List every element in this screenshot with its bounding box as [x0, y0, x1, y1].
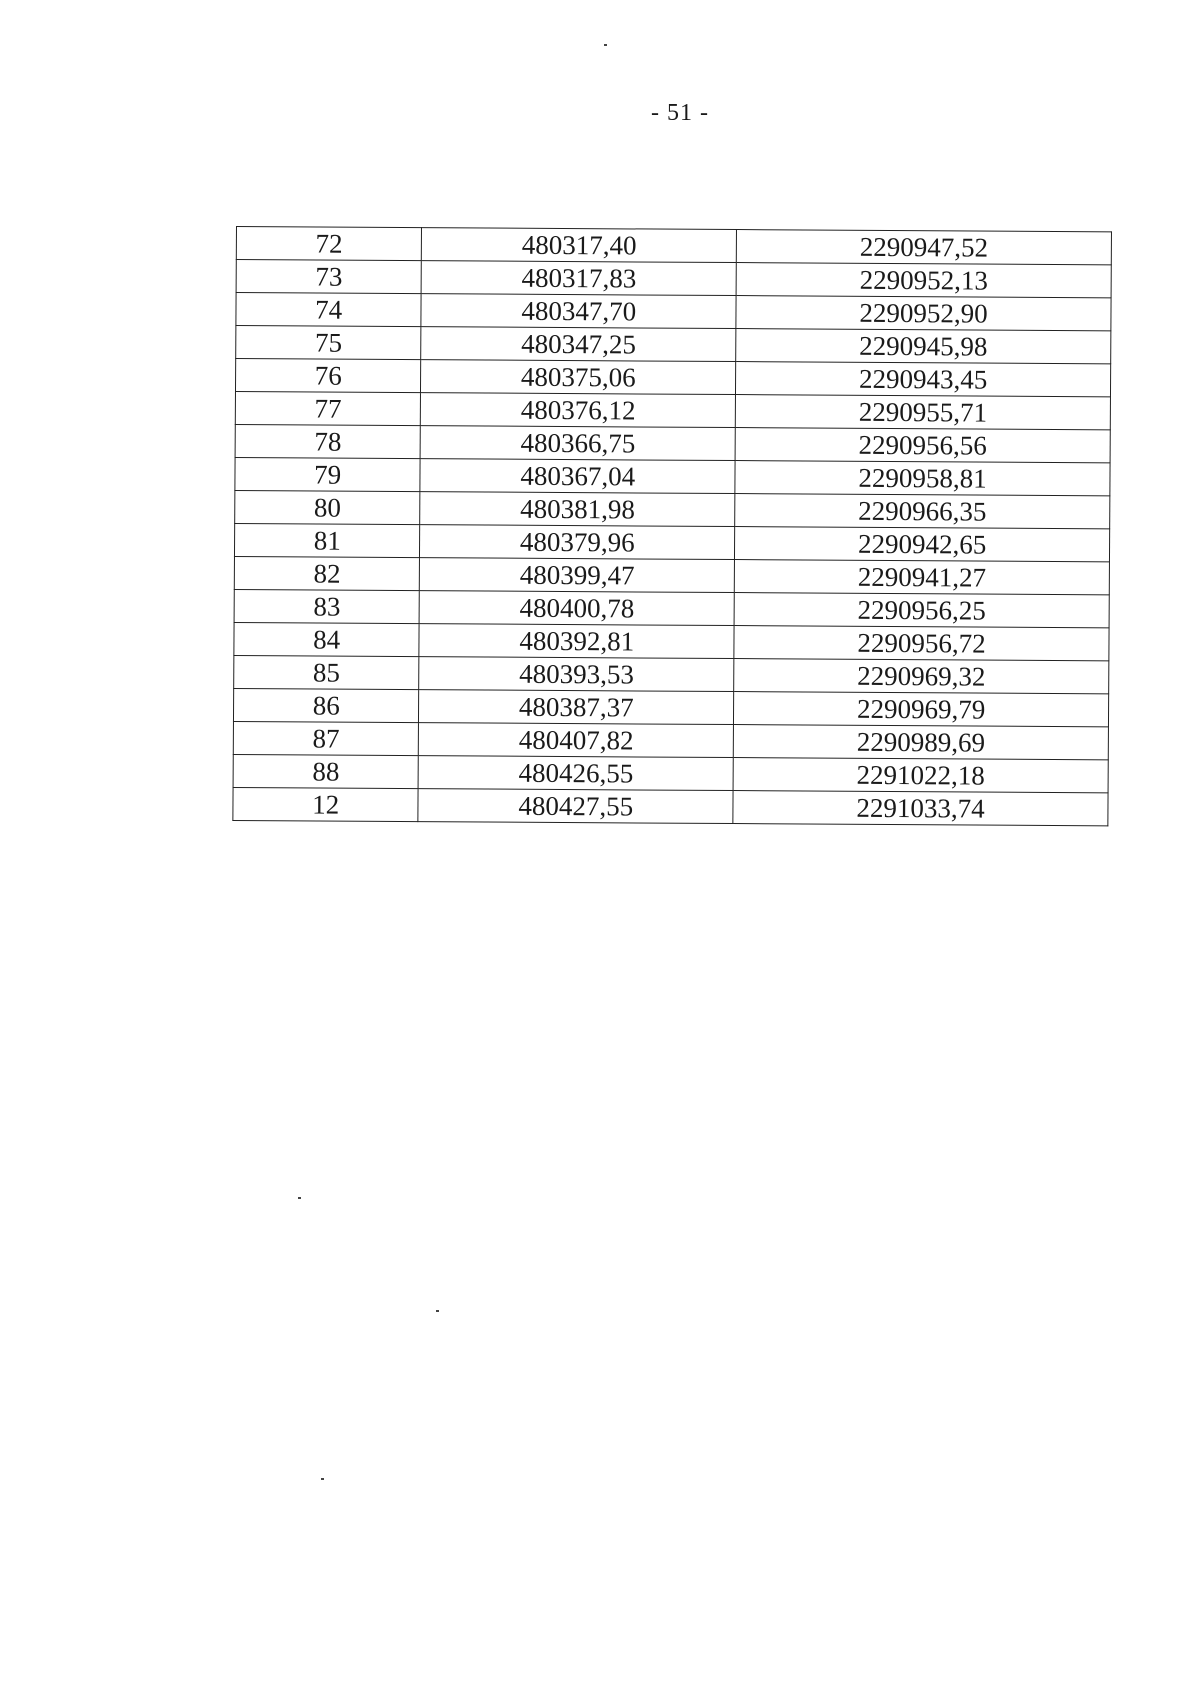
x-coordinate: 480426,55	[418, 756, 733, 791]
table-row	[233, 787, 1108, 825]
y-coordinate: 2291033,74	[733, 791, 1108, 826]
table-row	[235, 457, 1110, 495]
x-coordinate: 480387,37	[419, 690, 734, 725]
table-row	[236, 326, 1111, 364]
table-row	[236, 293, 1111, 331]
x-coordinate: 480347,70	[421, 294, 736, 329]
x-coordinate: 480317,83	[422, 261, 737, 296]
point-number: 12	[233, 787, 419, 821]
point-number: 85	[234, 655, 420, 689]
y-coordinate: 2290958,81	[735, 461, 1110, 496]
table-row	[234, 622, 1109, 660]
table-row	[235, 391, 1110, 429]
point-number: 79	[235, 457, 421, 491]
y-coordinate: 2290952,90	[736, 296, 1111, 331]
table-row	[233, 688, 1108, 726]
x-coordinate: 480367,04	[420, 459, 735, 494]
x-coordinate: 480366,75	[421, 426, 736, 461]
y-coordinate: 2290945,98	[736, 329, 1111, 364]
x-coordinate: 480427,55	[418, 789, 733, 824]
table-row	[233, 754, 1108, 792]
table-row	[234, 556, 1109, 594]
table-row	[234, 589, 1109, 627]
point-number: 83	[234, 589, 420, 623]
y-coordinate: 2290956,25	[734, 593, 1109, 628]
y-coordinate: 2290947,52	[736, 230, 1111, 265]
point-number: 72	[236, 227, 422, 261]
x-coordinate: 480375,06	[421, 360, 736, 395]
point-number: 77	[235, 391, 421, 425]
x-coordinate: 480407,82	[419, 723, 734, 758]
x-coordinate: 480317,40	[422, 228, 737, 263]
y-coordinate: 2290955,71	[735, 395, 1110, 430]
x-coordinate: 480381,98	[420, 492, 735, 527]
x-coordinate: 480347,25	[421, 327, 736, 362]
x-coordinate: 480399,47	[420, 558, 735, 593]
table-row	[236, 227, 1111, 265]
x-coordinate: 480379,96	[420, 525, 735, 560]
x-coordinate: 480400,78	[419, 591, 734, 626]
y-coordinate: 2290969,79	[734, 692, 1109, 727]
table-row	[235, 490, 1110, 528]
y-coordinate: 2290956,56	[735, 428, 1110, 463]
page-number: - 51 -	[651, 100, 709, 126]
y-coordinate: 2290956,72	[734, 626, 1109, 661]
point-number: 86	[233, 688, 419, 722]
y-coordinate: 2290942,65	[735, 527, 1110, 562]
table-row	[235, 424, 1110, 462]
point-number: 76	[235, 359, 421, 393]
point-number: 82	[234, 556, 420, 590]
point-number: 84	[234, 622, 420, 656]
y-coordinate: 2290989,69	[733, 725, 1108, 760]
point-number: 87	[233, 721, 419, 755]
y-coordinate: 2290969,32	[734, 659, 1109, 694]
x-coordinate: 480393,53	[419, 657, 734, 692]
coordinates-table-body	[233, 227, 1112, 826]
table-row	[234, 655, 1109, 693]
y-coordinate: 2290952,13	[736, 263, 1111, 298]
point-number: 88	[233, 754, 419, 788]
y-coordinate: 2290943,45	[736, 362, 1111, 397]
y-coordinate: 2291022,18	[733, 758, 1108, 793]
point-number: 80	[235, 490, 421, 524]
coordinates-table	[232, 226, 1112, 826]
scan-speck	[604, 44, 607, 46]
table-row	[235, 359, 1110, 397]
table-row	[236, 260, 1111, 298]
y-coordinate: 2290966,35	[735, 494, 1110, 529]
scan-speck	[321, 1478, 324, 1480]
table-row	[234, 523, 1109, 561]
point-number: 73	[236, 260, 422, 294]
y-coordinate: 2290941,27	[734, 560, 1109, 595]
point-number: 78	[235, 424, 421, 458]
point-number: 81	[234, 523, 420, 557]
point-number: 75	[236, 326, 422, 360]
x-coordinate: 480392,81	[419, 624, 734, 659]
scan-speck	[298, 1197, 301, 1199]
scan-speck	[436, 1310, 439, 1312]
x-coordinate: 480376,12	[421, 393, 736, 428]
table-row	[233, 721, 1108, 759]
point-number: 74	[236, 293, 422, 327]
